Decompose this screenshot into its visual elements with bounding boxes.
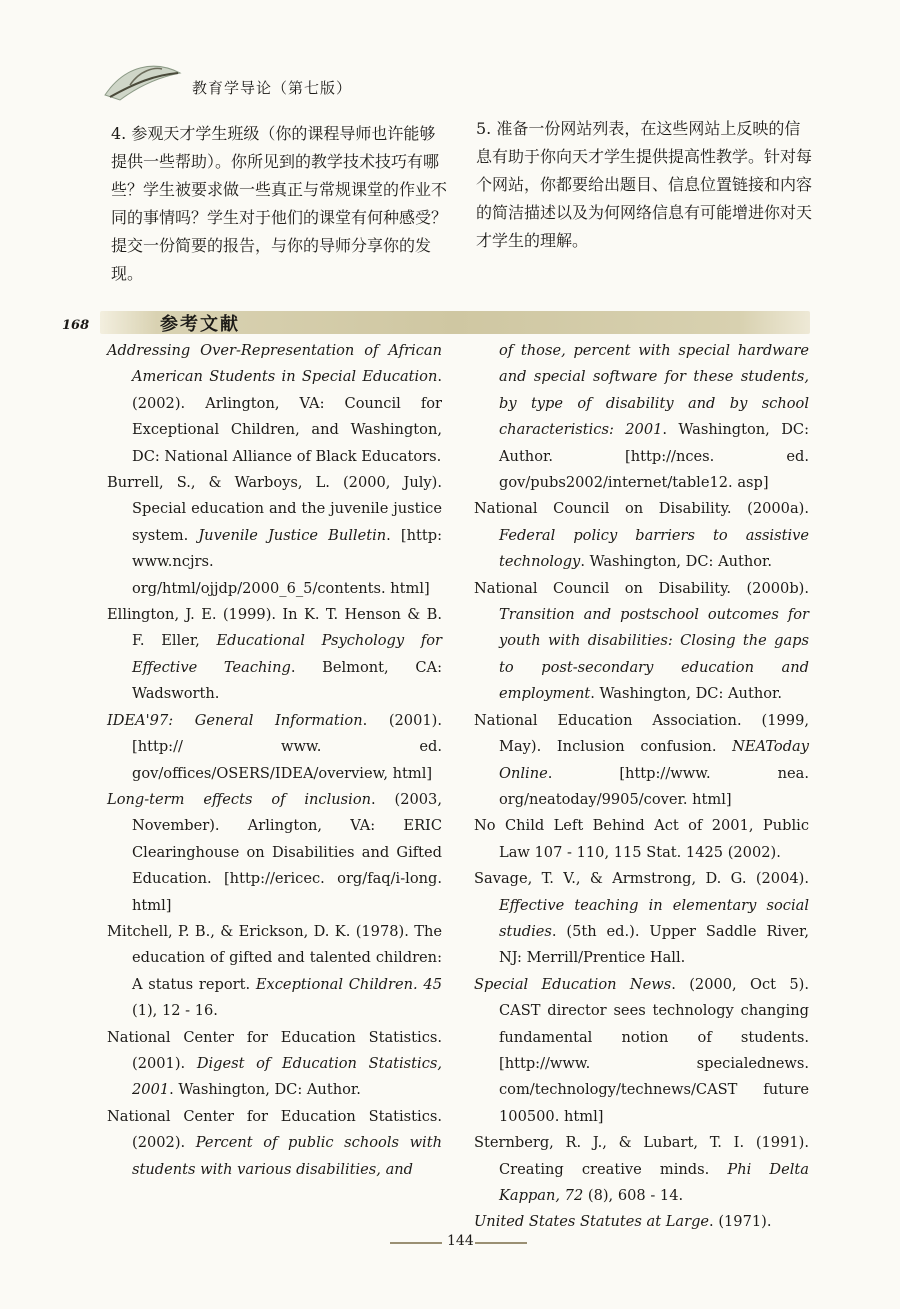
reference-italic: Educational Psychology for Effective Teaching — [132, 632, 443, 676]
reference-entry — [474, 1209, 809, 1235]
references-heading: 参考文献 — [160, 314, 240, 335]
reference-italic: Phi Delta Kappan, 72 — [499, 1160, 809, 1204]
reference-rest: . Belmont, CA: Wadsworth. — [132, 658, 442, 703]
reference-entry — [107, 338, 442, 470]
running-header — [100, 55, 400, 115]
reference-italic: Transition and postschool outcomes for youth with disabilities: Closing the gaps to post-secondary education and employment — [499, 606, 809, 703]
reference-italic: Digest of Education Statistics, 2001 — [132, 1054, 442, 1099]
reference-entry — [107, 1104, 442, 1183]
reference-italic: Special Education News — [474, 975, 672, 993]
leaf-ornament-icon — [100, 55, 190, 105]
reference-entry — [107, 602, 442, 708]
footer-ornament-right — [475, 1242, 527, 1244]
reference-rest: . [http://www. nea. org/neatoday/9905/cover. html] — [499, 764, 809, 808]
reference-plain: National Center for Education Statistics. (2001). — [107, 1028, 442, 1072]
reference-plain: No Child Left Behind Act of 2001, Public Law 107 - 110, 115 Stat. 1425 (2002). — [474, 817, 809, 861]
reference-italic: Long-term effects of inclusion — [107, 790, 372, 808]
reference-entry — [474, 576, 809, 708]
page-footer — [385, 1233, 525, 1253]
reference-italic: Addressing Over-Representation of African American Students in Special Education — [107, 342, 442, 386]
reference-plain: National Education Association. (1999, May). Inclusion confusion. — [474, 711, 809, 756]
exercise-4 — [111, 120, 451, 288]
exercise-5 — [476, 115, 816, 255]
reference-entry — [474, 708, 809, 814]
reference-italic: Federal policy barriers to assistive technology — [499, 526, 809, 571]
exercise-4-text: 4. 参观天才学生班级（你的课程导师也许能够提供一些帮助）。你所见到的教学技术技巧有哪些？学生被要求做一些真正与常规课堂的作业不同的事情吗？学生对于他们的课堂有何种感受？提交一份简要的报告，与你的导师分享你的发现。 — [111, 124, 448, 283]
reference-rest: . (2001). [http:// www. ed. gov/offices/OSERS/IDEA/overview, html] — [132, 711, 442, 782]
reference-italic: Effective teaching in elementary social studies — [499, 896, 809, 940]
reference-entry — [107, 708, 442, 787]
reference-rest: (8), 608 - 14. — [583, 1187, 684, 1204]
reference-plain: Ellington, J. E. (1999). In K. T. Henson & B. F. Eller, — [107, 606, 442, 650]
page-number: 144 — [447, 1233, 474, 1249]
reference-rest: . (1971). — [709, 1213, 772, 1231]
reference-rest: . Washington, DC: Author. [http://nces. ed. gov/pubs2002/internet/table12. asp] — [499, 421, 809, 492]
reference-rest: . (2000, Oct 5). CAST director sees technology changing fundamental notion of students. [http://www. specialednews. com/technology/technews/CAST future 100500. html] — [499, 975, 809, 1125]
reference-italic: Juvenile Justice Bulletin — [198, 526, 387, 544]
reference-rest: . Washington, DC: Author. — [580, 553, 773, 571]
reference-entry — [107, 919, 442, 1025]
reference-rest: . (2002). Arlington, VA: Council for Exceptional Children, and Washington, DC: National Alliance of Black Educators. — [132, 368, 442, 465]
reference-plain: Mitchell, P. B., & Erickson, D. K. (1978). The education of gifted and talented children: A status report. — [107, 922, 442, 993]
reference-entry — [474, 1130, 809, 1209]
exercise-5-text: 5. 准备一份网站列表，在这些网站上反映的信息有助于你向天才学生提供提高性教学。针对每个网站，你都要给出题目、信息位置链接和内容的简洁描述以及为何网络信息有可能增进你对天才学生的理解。 — [476, 119, 813, 250]
reference-entry — [474, 813, 809, 866]
reference-plain: National Center for Education Statistics. (2002). — [107, 1107, 442, 1152]
reference-entry — [474, 972, 809, 1130]
reference-entry — [107, 1025, 442, 1104]
reference-rest: . (2003, November). Arlington, VA: ERIC Clearinghouse on Disabilities and Gifted Education. [http://ericec. org/faq/i-long. html] — [132, 790, 442, 914]
reference-italic: IDEA'97: General Information — [107, 711, 363, 729]
footer-ornament-left — [390, 1242, 442, 1244]
reference-rest: . [http: www.ncjrs. org/html/ojjdp/2000_6_5/contents. html] — [132, 526, 443, 597]
reference-rest: . Washington, DC: Author. — [169, 1081, 361, 1099]
reference-entry — [474, 496, 809, 575]
reference-rest: . Washington, DC: Author. — [590, 685, 783, 703]
book-title: 教育学导论（第七版） — [192, 79, 353, 97]
references-left-column — [107, 338, 442, 1183]
reference-plain: Burrell, S., & Warboys, L. (2000, July). Special education and the juvenile justice system. — [107, 474, 442, 544]
reference-plain: National Council on Disability. (2000b). — [474, 579, 809, 597]
reference-entry — [474, 866, 809, 972]
reference-italic: NEAToday Online — [499, 738, 809, 782]
reference-italic: United States Statutes at Large — [474, 1213, 710, 1231]
reference-rest: . (5th ed.). Upper Saddle River, NJ: Merrill/Prentice Hall. — [499, 922, 809, 967]
reference-entry — [107, 787, 442, 919]
margin-page-number: 168 — [62, 318, 90, 333]
reference-plain: National Council on Disability. (2000a). — [474, 500, 809, 518]
reference-italic: Exceptional Children. 45 — [255, 975, 442, 993]
reference-rest: (1), 12 - 16. — [132, 1002, 218, 1020]
reference-plain: Savage, T. V., & Armstrong, D. G. (2004). — [474, 870, 809, 888]
references-right-column — [474, 338, 809, 1236]
reference-entry — [107, 470, 442, 602]
reference-italic: Percent of public schools with students with various disabilities, and — [132, 1134, 442, 1178]
reference-plain: Sternberg, R. J., & Lubart, T. I. (1991). Creating creative minds. — [474, 1134, 809, 1178]
reference-italic: of those, percent with special hardware and special software for these students, by type of disability and by school characteristics: 2001 — [499, 342, 809, 439]
reference-entry — [474, 338, 809, 496]
